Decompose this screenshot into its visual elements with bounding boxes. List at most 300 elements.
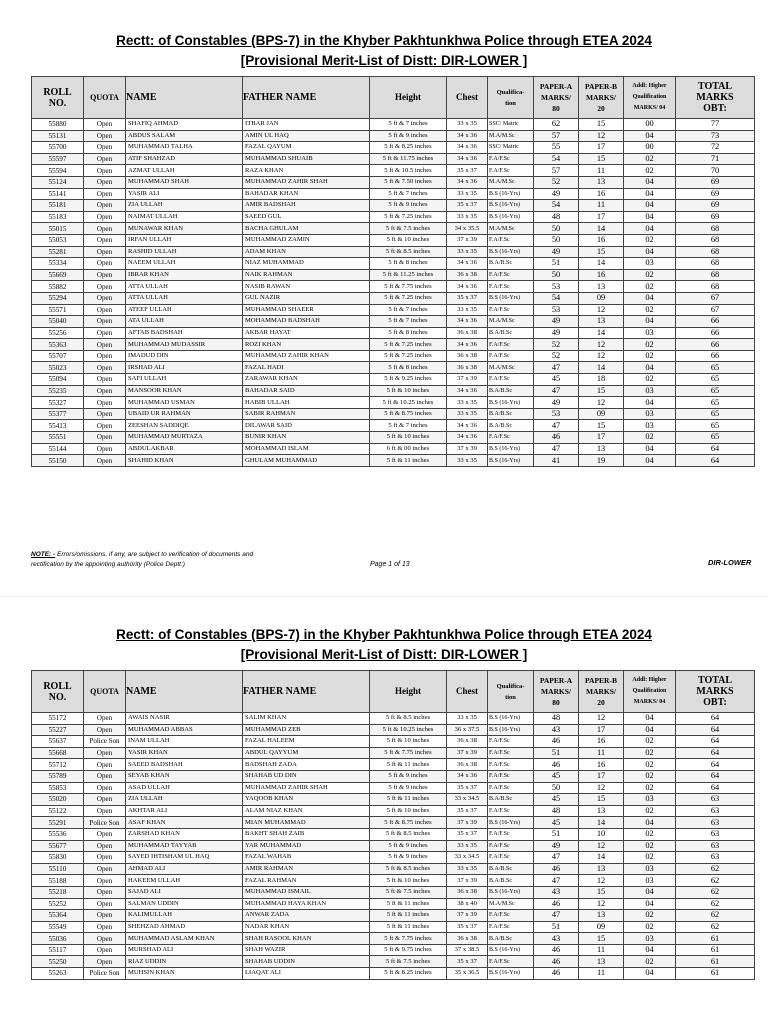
name-cell: AHMAD ALI bbox=[126, 863, 243, 875]
paper-b-cell: 12 bbox=[579, 898, 624, 910]
document-title-page-2: Rectt: of Constables (BPS-7) in the Khyber Pakhtunkhwa Police through ETEA 2024 bbox=[116, 627, 652, 642]
chest-cell: 35 x 37 bbox=[447, 921, 488, 933]
chest-cell: 33 x 35 bbox=[447, 840, 488, 852]
roll-no-cell: 55637 bbox=[32, 736, 84, 748]
paper-b-cell: 14 bbox=[579, 258, 624, 270]
name-cell: ZIA ULLAH bbox=[126, 794, 243, 806]
name-cell: IMADUD DIN bbox=[126, 350, 243, 362]
quota-cell: Open bbox=[84, 130, 126, 142]
qualification-cell: B.A/B.Sc bbox=[488, 420, 534, 432]
height-cell: 5 ft & 9.25 inches bbox=[370, 374, 447, 386]
quota-cell: Open bbox=[84, 374, 126, 386]
table-row bbox=[32, 188, 755, 200]
table-row bbox=[32, 176, 755, 188]
paper-a-cell: 46 bbox=[534, 944, 579, 956]
col-height: Height bbox=[370, 77, 447, 119]
addl-marks-cell: 04 bbox=[624, 944, 676, 956]
name-cell: MUHSIN KHAN bbox=[126, 968, 243, 980]
table-row bbox=[32, 805, 755, 817]
col-name: NAME bbox=[126, 77, 243, 119]
table-row bbox=[32, 863, 755, 875]
height-cell: 5 ft & 7 inches bbox=[370, 188, 447, 200]
addl-marks-cell: 03 bbox=[624, 327, 676, 339]
paper-b-cell: 15 bbox=[579, 794, 624, 806]
roll-no-cell: 55036 bbox=[32, 933, 84, 945]
paper-b-cell: 11 bbox=[579, 747, 624, 759]
paper-b-cell: 14 bbox=[579, 327, 624, 339]
father-name-cell: BAKHT SHAH ZAIB bbox=[243, 828, 370, 840]
father-name-cell: ITBAR JAN bbox=[243, 119, 370, 131]
name-cell: SHAFIQ AHMAD bbox=[126, 119, 243, 131]
paper-a-cell: 49 bbox=[534, 246, 579, 258]
total-marks-cell: 73 bbox=[676, 130, 755, 142]
table-row bbox=[32, 339, 755, 351]
paper-b-cell: 16 bbox=[579, 736, 624, 748]
document-subtitle: [Provisional Merit-List of Distt: DIR-LOWER ] bbox=[240, 53, 528, 68]
paper-a-cell: 45 bbox=[534, 817, 579, 829]
addl-marks-cell: 02 bbox=[624, 350, 676, 362]
paper-a-cell: 55 bbox=[534, 142, 579, 154]
paper-a-cell: 45 bbox=[534, 374, 579, 386]
height-cell: 5 ft & 10 inches bbox=[370, 805, 447, 817]
qualification-cell: M.A/M.Sc bbox=[488, 223, 534, 235]
col-roll-no: ROLL NO. bbox=[32, 77, 84, 119]
chest-cell: 35 x 37 bbox=[447, 292, 488, 304]
col-height: Height bbox=[370, 671, 447, 713]
father-name-cell: SHAH RASOOL KHAN bbox=[243, 933, 370, 945]
quota-cell: Open bbox=[84, 142, 126, 154]
father-name-cell: ZARAWAR KHAN bbox=[243, 374, 370, 386]
total-marks-cell: 71 bbox=[676, 153, 755, 165]
paper-b-cell: 09 bbox=[579, 921, 624, 933]
roll-no-cell: 55181 bbox=[32, 200, 84, 212]
addl-marks-cell: 04 bbox=[624, 223, 676, 235]
height-cell: 5 ft & 8 inches bbox=[370, 327, 447, 339]
paper-a-cell: 50 bbox=[534, 234, 579, 246]
chest-cell: 34 x 36 bbox=[447, 316, 488, 328]
total-marks-cell: 67 bbox=[676, 292, 755, 304]
name-cell: HAKEEM ULLAH bbox=[126, 875, 243, 887]
roll-no-cell: 55536 bbox=[32, 828, 84, 840]
qualification-cell: F.A/F.Sc bbox=[488, 956, 534, 968]
total-marks-cell: 64 bbox=[676, 782, 755, 794]
quota-cell: Open bbox=[84, 420, 126, 432]
chest-cell: 34 x 36 bbox=[447, 130, 488, 142]
quota-cell: Open bbox=[84, 944, 126, 956]
name-cell: ASAD ULLAH bbox=[126, 782, 243, 794]
roll-no-cell: 55291 bbox=[32, 817, 84, 829]
col-total-marks: TOTAL MARKS OBT: bbox=[676, 77, 755, 119]
addl-marks-cell: 02 bbox=[624, 782, 676, 794]
paper-b-cell: 16 bbox=[579, 188, 624, 200]
col-quota: QUOTA bbox=[84, 77, 126, 119]
col-qualification: Qualifica- tion bbox=[488, 671, 534, 713]
paper-a-cell: 49 bbox=[534, 327, 579, 339]
paper-a-cell: 46 bbox=[534, 736, 579, 748]
qualification-cell: B.S (16-Yrs) bbox=[488, 713, 534, 725]
col-addl-marks: Addl: Higher Qualification MARKS/ 04 bbox=[624, 671, 676, 713]
paper-a-cell: 62 bbox=[534, 119, 579, 131]
total-marks-cell: 65 bbox=[676, 362, 755, 374]
paper-b-cell: 14 bbox=[579, 817, 624, 829]
chest-cell: 37 x 39 bbox=[447, 234, 488, 246]
height-cell: 5 ft & 9 inches bbox=[370, 200, 447, 212]
table-row bbox=[32, 759, 755, 771]
qualification-cell: M.A/M.Sc bbox=[488, 898, 534, 910]
total-marks-cell: 65 bbox=[676, 374, 755, 386]
father-name-cell: MIAN MUHAMMAD bbox=[243, 817, 370, 829]
height-cell: 6 ft & 00 inches bbox=[370, 443, 447, 455]
paper-b-cell: 11 bbox=[579, 165, 624, 177]
total-marks-cell: 65 bbox=[676, 420, 755, 432]
father-name-cell: SHAHAB UD DIN bbox=[243, 770, 370, 782]
paper-a-cell: 47 bbox=[534, 362, 579, 374]
roll-no-cell: 55015 bbox=[32, 223, 84, 235]
name-cell: AFTAB BADSHAH bbox=[126, 327, 243, 339]
height-cell: 5 ft & 10 inches bbox=[370, 385, 447, 397]
quota-cell: Open bbox=[84, 316, 126, 328]
paper-b-cell: 12 bbox=[579, 304, 624, 316]
quota-cell: Open bbox=[84, 176, 126, 188]
roll-no-cell: 55150 bbox=[32, 455, 84, 467]
chest-cell: 38 x 40 bbox=[447, 898, 488, 910]
total-marks-cell: 63 bbox=[676, 828, 755, 840]
roll-no-cell: 55110 bbox=[32, 863, 84, 875]
height-cell: 5 ft & 10 inches bbox=[370, 234, 447, 246]
table-row bbox=[32, 234, 755, 246]
father-name-cell: AMIR BADSHAH bbox=[243, 200, 370, 212]
total-marks-cell: 66 bbox=[676, 327, 755, 339]
roll-no-cell: 55377 bbox=[32, 408, 84, 420]
quota-cell: Open bbox=[84, 782, 126, 794]
qualification-cell: F.A/F.Sc bbox=[488, 828, 534, 840]
paper-a-cell: 52 bbox=[534, 350, 579, 362]
father-name-cell: BUNIR KHAN bbox=[243, 432, 370, 444]
father-name-cell: MUHAMMAD HAYA KHAN bbox=[243, 898, 370, 910]
paper-b-cell: 19 bbox=[579, 455, 624, 467]
father-name-cell: MOHAMMAD ISLAM bbox=[243, 443, 370, 455]
quota-cell: Open bbox=[84, 828, 126, 840]
total-marks-cell: 66 bbox=[676, 350, 755, 362]
roll-no-cell: 55830 bbox=[32, 852, 84, 864]
height-cell: 5 ft & 11 inches bbox=[370, 759, 447, 771]
quota-cell: Police Son bbox=[84, 968, 126, 980]
qualification-cell: B.S (16-Yrs) bbox=[488, 188, 534, 200]
quota-cell: Open bbox=[84, 724, 126, 736]
roll-no-cell: 55707 bbox=[32, 350, 84, 362]
paper-b-cell: 13 bbox=[579, 316, 624, 328]
quota-cell: Open bbox=[84, 119, 126, 131]
chest-cell: 37 x 38.5 bbox=[447, 944, 488, 956]
qualification-cell: B.A/B.Sc bbox=[488, 875, 534, 887]
addl-marks-cell: 02 bbox=[624, 165, 676, 177]
quota-cell: Open bbox=[84, 455, 126, 467]
quota-cell: Open bbox=[84, 852, 126, 864]
total-marks-cell: 69 bbox=[676, 176, 755, 188]
table-row bbox=[32, 362, 755, 374]
paper-b-cell: 16 bbox=[579, 269, 624, 281]
paper-a-cell: 41 bbox=[534, 455, 579, 467]
quota-cell: Open bbox=[84, 327, 126, 339]
col-roll-no: ROLL NO. bbox=[32, 671, 84, 713]
total-marks-cell: 62 bbox=[676, 921, 755, 933]
roll-no-cell: 55183 bbox=[32, 211, 84, 223]
quota-cell: Open bbox=[84, 339, 126, 351]
total-marks-cell: 61 bbox=[676, 956, 755, 968]
roll-no-cell: 55023 bbox=[32, 362, 84, 374]
addl-marks-cell: 02 bbox=[624, 828, 676, 840]
chest-cell: 33 x 35 bbox=[447, 455, 488, 467]
table-row bbox=[32, 350, 755, 362]
quota-cell: Open bbox=[84, 840, 126, 852]
total-marks-cell: 64 bbox=[676, 770, 755, 782]
name-cell: ZEESHAN SADDIQE bbox=[126, 420, 243, 432]
addl-marks-cell: 04 bbox=[624, 397, 676, 409]
addl-marks-cell: 02 bbox=[624, 956, 676, 968]
addl-marks-cell: 03 bbox=[624, 420, 676, 432]
name-cell: IBRAR KHAN bbox=[126, 269, 243, 281]
roll-no-cell: 55252 bbox=[32, 898, 84, 910]
roll-no-cell: 55880 bbox=[32, 119, 84, 131]
chest-cell: 34 x 36 bbox=[447, 258, 488, 270]
father-name-cell: RAZA KHAN bbox=[243, 165, 370, 177]
roll-no-cell: 55712 bbox=[32, 759, 84, 771]
name-cell: ATIF SHAHZAD bbox=[126, 153, 243, 165]
paper-b-cell: 16 bbox=[579, 234, 624, 246]
table-row bbox=[32, 828, 755, 840]
paper-a-cell: 52 bbox=[534, 339, 579, 351]
table-row bbox=[32, 886, 755, 898]
paper-b-cell: 15 bbox=[579, 119, 624, 131]
paper-b-cell: 12 bbox=[579, 713, 624, 725]
quota-cell: Open bbox=[84, 188, 126, 200]
paper-b-cell: 15 bbox=[579, 886, 624, 898]
qualification-cell: F.A/F.Sc bbox=[488, 432, 534, 444]
addl-marks-cell: 04 bbox=[624, 246, 676, 258]
qualification-cell: F.A/F.Sc bbox=[488, 910, 534, 922]
total-marks-cell: 77 bbox=[676, 119, 755, 131]
chest-cell: 36 x 37.5 bbox=[447, 724, 488, 736]
total-marks-cell: 68 bbox=[676, 258, 755, 270]
paper-b-cell: 14 bbox=[579, 852, 624, 864]
name-cell: ATTA ULLAH bbox=[126, 281, 243, 293]
paper-a-cell: 51 bbox=[534, 828, 579, 840]
chest-cell: 33 x 35 bbox=[447, 246, 488, 258]
table-body-page-2 bbox=[32, 713, 755, 980]
paper-a-cell: 46 bbox=[534, 863, 579, 875]
name-cell: NAEEM ULLAH bbox=[126, 258, 243, 270]
height-cell: 5 ft & 8.5 inches bbox=[370, 713, 447, 725]
paper-a-cell: 48 bbox=[534, 805, 579, 817]
roll-no-cell: 55263 bbox=[32, 968, 84, 980]
paper-b-cell: 09 bbox=[579, 408, 624, 420]
total-marks-cell: 69 bbox=[676, 211, 755, 223]
father-name-cell: AMIR RAHMAN bbox=[243, 863, 370, 875]
father-name-cell: YAQOOB KHAN bbox=[243, 794, 370, 806]
name-cell: INAM ULLAH bbox=[126, 736, 243, 748]
quota-cell: Open bbox=[84, 281, 126, 293]
paper-a-cell: 45 bbox=[534, 770, 579, 782]
height-cell: 5 ft & 11 inches bbox=[370, 921, 447, 933]
roll-no-cell: 55364 bbox=[32, 910, 84, 922]
qualification-cell: F.A/F.Sc bbox=[488, 234, 534, 246]
qualification-cell: F.A/F.Sc bbox=[488, 759, 534, 771]
height-cell: 5 ft & 9.75 inches bbox=[370, 944, 447, 956]
note-label: NOTE: - bbox=[31, 551, 56, 558]
addl-marks-cell: 04 bbox=[624, 362, 676, 374]
paper-b-cell: 13 bbox=[579, 863, 624, 875]
name-cell: SALMAN UDDIN bbox=[126, 898, 243, 910]
col-addl-marks: Addl: Higher Qualification MARKS/ 04 bbox=[624, 77, 676, 119]
chest-cell: 34 x 36 bbox=[447, 339, 488, 351]
qualification-cell: M.A/M.Sc bbox=[488, 176, 534, 188]
roll-no-cell: 55853 bbox=[32, 782, 84, 794]
paper-b-cell: 17 bbox=[579, 770, 624, 782]
roll-no-cell: 55413 bbox=[32, 420, 84, 432]
addl-marks-cell: 02 bbox=[624, 281, 676, 293]
table-row bbox=[32, 304, 755, 316]
name-cell: MUHAMMAD TALHA bbox=[126, 142, 243, 154]
name-cell: MUHAMMAD SHAH bbox=[126, 176, 243, 188]
paper-a-cell: 54 bbox=[534, 200, 579, 212]
addl-marks-cell: 02 bbox=[624, 852, 676, 864]
addl-marks-cell: 03 bbox=[624, 408, 676, 420]
paper-b-cell: 15 bbox=[579, 246, 624, 258]
paper-a-cell: 49 bbox=[534, 397, 579, 409]
father-name-cell: MUHAMMAD ZAMIN bbox=[243, 234, 370, 246]
chest-cell: 33 x 35 bbox=[447, 188, 488, 200]
addl-marks-cell: 02 bbox=[624, 770, 676, 782]
roll-no-cell: 55882 bbox=[32, 281, 84, 293]
paper-a-cell: 47 bbox=[534, 852, 579, 864]
total-marks-cell: 68 bbox=[676, 223, 755, 235]
father-name-cell: MOHAMMAD BADSHAH bbox=[243, 316, 370, 328]
addl-marks-cell: 03 bbox=[624, 258, 676, 270]
quota-cell: Open bbox=[84, 713, 126, 725]
quota-cell: Open bbox=[84, 898, 126, 910]
roll-no-cell: 55363 bbox=[32, 339, 84, 351]
name-cell: AZMAT ULLAH bbox=[126, 165, 243, 177]
paper-a-cell: 47 bbox=[534, 875, 579, 887]
addl-marks-cell: 02 bbox=[624, 432, 676, 444]
chest-cell: 34 x 36 bbox=[447, 420, 488, 432]
father-name-cell: BAHADAR KHAN bbox=[243, 188, 370, 200]
addl-marks-cell: 03 bbox=[624, 385, 676, 397]
qualification-cell: M.A/M.Sc bbox=[488, 362, 534, 374]
chest-cell: 34 x 35.5 bbox=[447, 223, 488, 235]
quota-cell: Open bbox=[84, 408, 126, 420]
name-cell: ABDUS SALAM bbox=[126, 130, 243, 142]
height-cell: 5 ft & 10 inches bbox=[370, 875, 447, 887]
chest-cell: 34 x 36 bbox=[447, 770, 488, 782]
chest-cell: 35 x 37 bbox=[447, 828, 488, 840]
father-name-cell: DILAWAR SAID bbox=[243, 420, 370, 432]
height-cell: 5 ft & 10.25 inches bbox=[370, 397, 447, 409]
table-row bbox=[32, 211, 755, 223]
roll-no-cell: 55124 bbox=[32, 176, 84, 188]
father-name-cell: BAHADAR SAID bbox=[243, 385, 370, 397]
father-name-cell: FAZAL QAYUM bbox=[243, 142, 370, 154]
paper-b-cell: 15 bbox=[579, 933, 624, 945]
height-cell: 5 ft & 8.5 inches bbox=[370, 863, 447, 875]
paper-a-cell: 50 bbox=[534, 269, 579, 281]
qualification-cell: F.A/F.Sc bbox=[488, 770, 534, 782]
table-row bbox=[32, 119, 755, 131]
height-cell: 5 ft & 8.25 inches bbox=[370, 968, 447, 980]
qualification-cell: B.A/B.Sc bbox=[488, 258, 534, 270]
chest-cell: 35 x 37 bbox=[447, 805, 488, 817]
addl-marks-cell: 04 bbox=[624, 316, 676, 328]
height-cell: 5 ft & 7 inches bbox=[370, 420, 447, 432]
height-cell: 5 ft & 11 inches bbox=[370, 898, 447, 910]
total-marks-cell: 69 bbox=[676, 200, 755, 212]
qualification-cell: F.A/F.Sc bbox=[488, 852, 534, 864]
father-name-cell: SABIR RAHMAN bbox=[243, 408, 370, 420]
table-row bbox=[32, 968, 755, 980]
table-row bbox=[32, 246, 755, 258]
chest-cell: 33 x 34.5 bbox=[447, 852, 488, 864]
roll-no-cell: 55040 bbox=[32, 316, 84, 328]
chest-cell: 34 x 36 bbox=[447, 281, 488, 293]
table-row bbox=[32, 130, 755, 142]
qualification-cell: B.S (16-Yrs) bbox=[488, 211, 534, 223]
name-cell: KALIMULLAH bbox=[126, 910, 243, 922]
addl-marks-cell: 04 bbox=[624, 211, 676, 223]
name-cell: UBAID UR RAHMAN bbox=[126, 408, 243, 420]
addl-marks-cell: 02 bbox=[624, 736, 676, 748]
quota-cell: Open bbox=[84, 432, 126, 444]
quota-cell: Open bbox=[84, 292, 126, 304]
father-name-cell: LIAQAT ALI bbox=[243, 968, 370, 980]
merit-list-table-page-2 bbox=[31, 670, 755, 980]
qualification-cell: F.A/F.Sc bbox=[488, 840, 534, 852]
addl-marks-cell: 04 bbox=[624, 188, 676, 200]
paper-a-cell: 51 bbox=[534, 258, 579, 270]
name-cell: ATA ULLAH bbox=[126, 316, 243, 328]
height-cell: 5 ft & 7.75 inches bbox=[370, 747, 447, 759]
name-cell: MUHAMMAD TAYYAB bbox=[126, 840, 243, 852]
addl-marks-cell: 00 bbox=[624, 142, 676, 154]
father-name-cell: SHAH WAZIR bbox=[243, 944, 370, 956]
table-row bbox=[32, 316, 755, 328]
height-cell: 5 ft & 8 inches bbox=[370, 362, 447, 374]
addl-marks-cell: 02 bbox=[624, 805, 676, 817]
quota-cell: Open bbox=[84, 211, 126, 223]
roll-no-cell: 55549 bbox=[32, 921, 84, 933]
height-cell: 5 ft & 9 inches bbox=[370, 852, 447, 864]
paper-b-cell: 12 bbox=[579, 875, 624, 887]
name-cell: YASIR KHAN bbox=[126, 747, 243, 759]
father-name-cell: ALAM NIAZ KHAN bbox=[243, 805, 370, 817]
paper-b-cell: 16 bbox=[579, 759, 624, 771]
quota-cell: Open bbox=[84, 863, 126, 875]
paper-b-cell: 13 bbox=[579, 176, 624, 188]
total-marks-cell: 66 bbox=[676, 316, 755, 328]
table-row bbox=[32, 747, 755, 759]
paper-a-cell: 53 bbox=[534, 281, 579, 293]
quota-cell: Open bbox=[84, 910, 126, 922]
qualification-cell: F.A/F.Sc bbox=[488, 269, 534, 281]
father-name-cell: ROZI KHAN bbox=[243, 339, 370, 351]
addl-marks-cell: 04 bbox=[624, 455, 676, 467]
total-marks-cell: 63 bbox=[676, 805, 755, 817]
chest-cell: 35 x 37 bbox=[447, 956, 488, 968]
quota-cell: Open bbox=[84, 385, 126, 397]
father-name-cell: MUHAMMAD ZAHIR SHAH bbox=[243, 176, 370, 188]
roll-no-cell: 55144 bbox=[32, 443, 84, 455]
total-marks-cell: 65 bbox=[676, 385, 755, 397]
addl-marks-cell: 02 bbox=[624, 153, 676, 165]
